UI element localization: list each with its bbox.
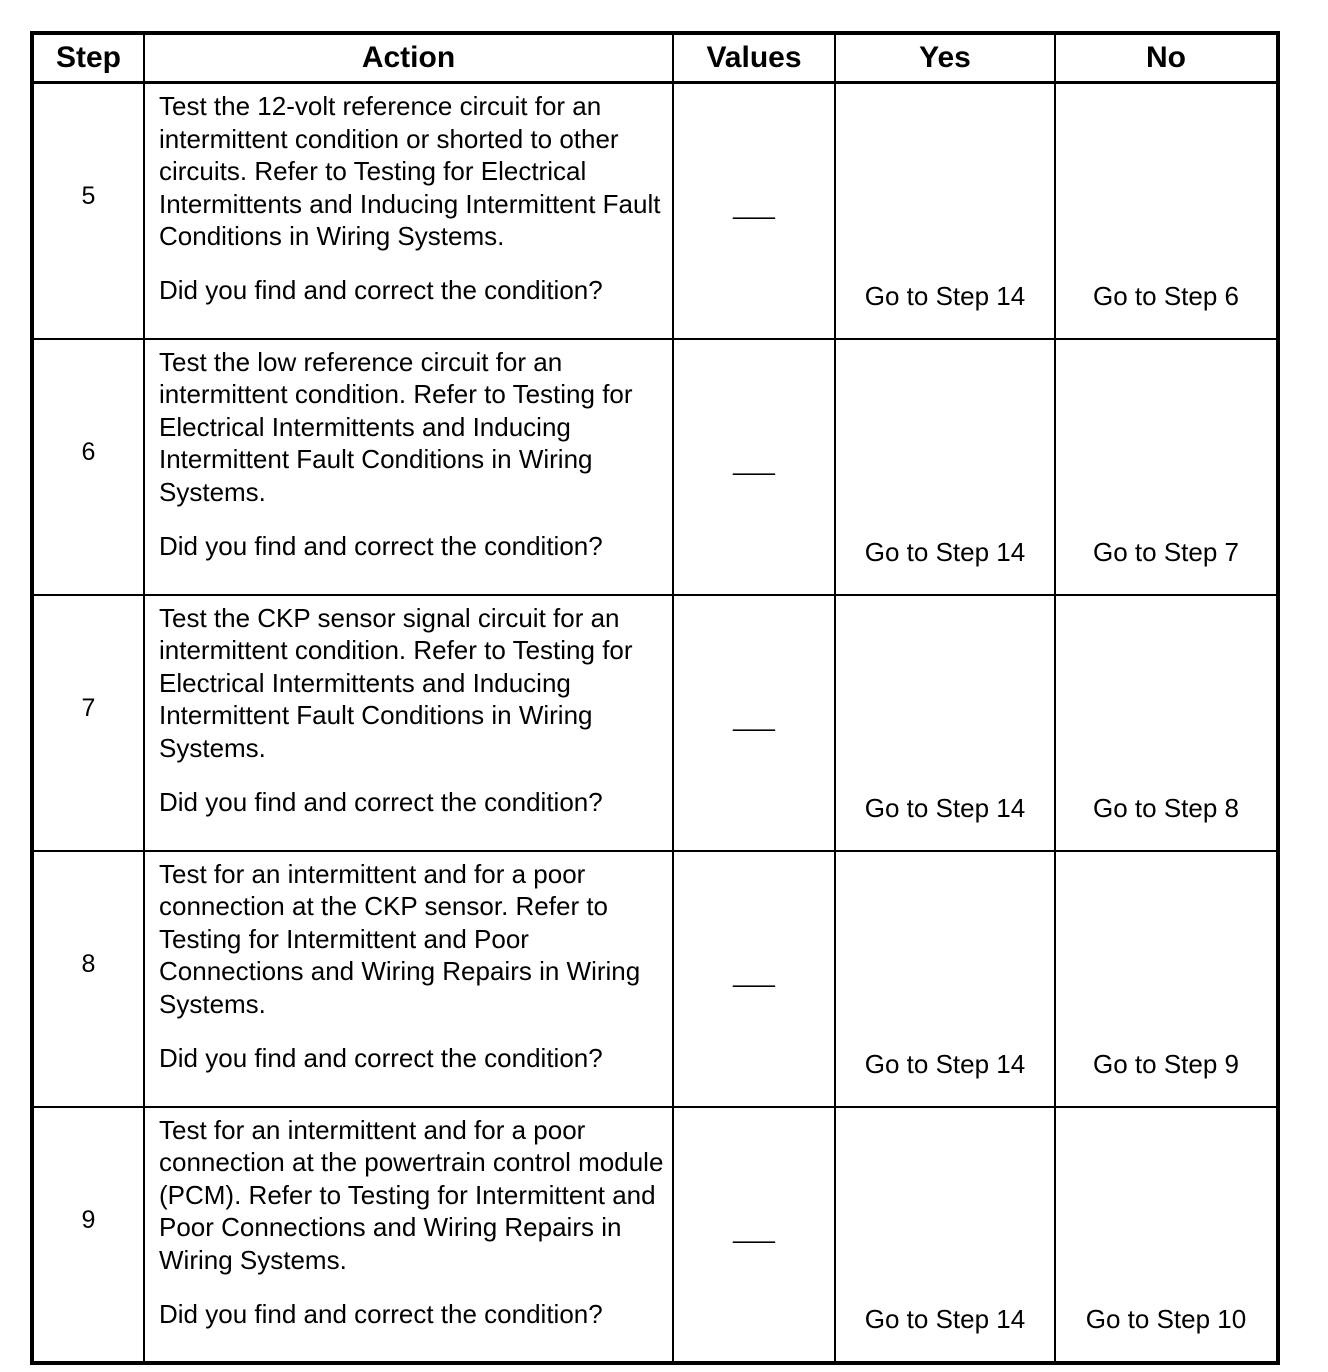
header-row: [32, 33, 1278, 83]
action-cell: [144, 339, 673, 595]
step-number: 7: [32, 595, 144, 851]
table-row: [32, 851, 1278, 1107]
no-link: Go to Step 7: [1055, 339, 1278, 595]
action-question: Did you find and correct the condition?: [159, 530, 603, 561]
action-text: Test for an intermittent and for a poor connection at the CKP sensor. Refer to Testing for Intermittent and Poor Connections and Wiring Repairs in Wiring Systems.: [159, 858, 641, 1019]
diagnostic-table: [30, 31, 1280, 1365]
action-text: Test for an intermittent and for a poor connection at the powertrain control module (PCM). Refer to Testing for Intermittent and Poor Connections and Wiring Repairs in Wiring Systems.: [159, 1114, 664, 1275]
values-cell: ___: [673, 339, 835, 595]
table-row: [32, 339, 1278, 595]
step-number: 6: [32, 339, 144, 595]
header-step: Step: [32, 33, 144, 83]
table-row: [32, 1107, 1278, 1363]
action-text: Test the low reference circuit for an intermittent condition. Refer to Testing for Electrical Intermittents and Inducing Intermittent Fault Conditions in Wiring Systems.: [159, 346, 633, 507]
no-link: Go to Step 9: [1055, 851, 1278, 1107]
yes-link: Go to Step 14: [835, 339, 1055, 595]
values-cell: ___: [673, 83, 835, 339]
step-number: 5: [32, 83, 144, 339]
step-number: 9: [32, 1107, 144, 1363]
action-cell: [144, 851, 673, 1107]
action-text: Test the CKP sensor signal circuit for an intermittent condition. Refer to Testing for Electrical Intermittents and Inducing Intermittent Fault Conditions in Wiring Systems.: [159, 602, 633, 763]
header-no: No: [1055, 33, 1278, 83]
table-body: [32, 83, 1278, 1363]
action-question: Did you find and correct the condition?: [159, 1042, 603, 1073]
values-cell: ___: [673, 851, 835, 1107]
action-text: Test the 12-volt reference circuit for an intermittent condition or shorted to other circuits. Refer to Testing for Electrical Intermittents and Inducing Intermittent Fault Conditions in Wiring Systems.: [159, 91, 661, 252]
action-question: Did you find and correct the condition?: [159, 1298, 603, 1329]
table-row: [32, 595, 1278, 851]
table-row: [32, 83, 1278, 339]
yes-link: Go to Step 14: [835, 1107, 1055, 1363]
header-action: Action: [144, 33, 673, 83]
action-question: Did you find and correct the condition?: [159, 786, 603, 817]
values-cell: ___: [673, 595, 835, 851]
action-cell: [144, 595, 673, 851]
table-header: [32, 33, 1278, 83]
header-yes: Yes: [835, 33, 1055, 83]
action-cell: [144, 83, 673, 339]
no-link: Go to Step 8: [1055, 595, 1278, 851]
action-question: Did you find and correct the condition?: [159, 275, 603, 305]
yes-link: Go to Step 14: [835, 595, 1055, 851]
action-cell: [144, 1107, 673, 1363]
step-number: 8: [32, 851, 144, 1107]
yes-link: Go to Step 14: [835, 83, 1055, 339]
header-values: Values: [673, 33, 835, 83]
values-cell: ___: [673, 1107, 835, 1363]
no-link: Go to Step 10: [1055, 1107, 1278, 1363]
yes-link: Go to Step 14: [835, 851, 1055, 1107]
no-link: Go to Step 6: [1055, 83, 1278, 339]
